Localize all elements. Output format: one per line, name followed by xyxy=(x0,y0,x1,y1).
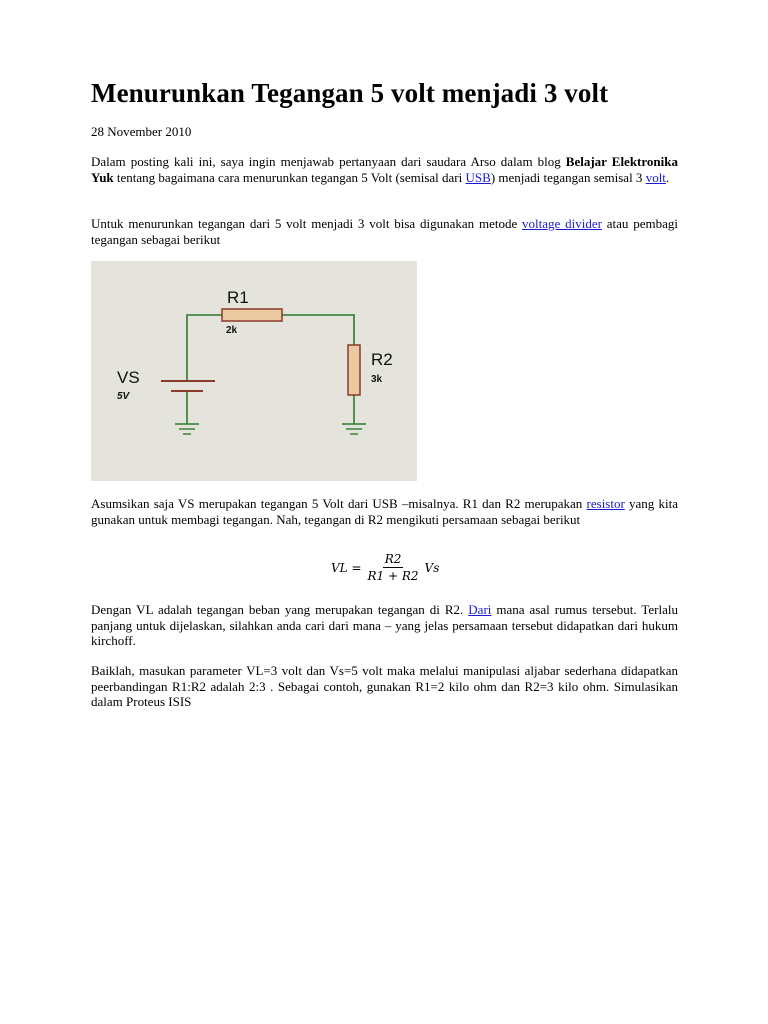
dari-link[interactable]: Dari xyxy=(468,602,492,617)
paragraph-explanation xyxy=(91,602,678,649)
r1-label: R1 xyxy=(227,288,249,307)
explanation-text-1: Dengan VL adalah tegangan beban yang merupakan tegangan di R2. xyxy=(91,602,469,617)
voltage-divider-formula xyxy=(331,552,439,583)
paragraph-assumption xyxy=(91,496,678,527)
formula-denominator: R1 + R2 xyxy=(367,569,419,583)
wire-right-top xyxy=(282,315,354,345)
intro-text-3: ) menjadi tegangan semisal 3 xyxy=(490,169,646,185)
method-text-1: Untuk menurunkan tegangan dari 5 volt menjadi 3 volt bisa digunakan metode xyxy=(91,216,523,231)
circuit-diagram xyxy=(91,261,417,481)
vs-label: VS xyxy=(117,368,140,387)
voltage-divider-link[interactable]: voltage divider xyxy=(522,216,602,231)
paragraph-intro xyxy=(91,154,678,185)
conclusion-text: Baiklah, masukan parameter VL=3 volt dan Vs=5 volt maka melalui manipulasi aljabar sederhana didapatkan peerbandingan R1:R2 adalah 2:3 . Sebagai contoh, gunakan R1=2 kilo ohm dan R2=3 kilo ohm. Simulasikan dalam Proteus ISIS xyxy=(91,663,678,709)
blog-name: Belajar Elektronika Yuk xyxy=(91,154,678,185)
paragraph-conclusion xyxy=(91,663,678,710)
r2-label: R2 xyxy=(371,350,393,369)
method-text-2: atau pembagi tegangan sebagai berikut xyxy=(91,216,678,247)
resistor-link[interactable]: resistor xyxy=(586,496,625,511)
r1-value: 2k xyxy=(226,325,238,336)
usb-link[interactable]: USB xyxy=(465,169,491,185)
resistor-r1 xyxy=(222,309,282,321)
circuit-svg xyxy=(91,261,417,481)
battery-symbol xyxy=(161,381,215,391)
paragraph-method xyxy=(91,216,678,247)
intro-text-2: tentang bagaimana cara menurunkan tegangan 5 Volt (semisal dari xyxy=(113,169,466,185)
intro-text-4: . xyxy=(665,169,670,185)
resistor-r2 xyxy=(348,345,360,395)
r2-value: 3k xyxy=(371,374,383,385)
vs-value: 5V xyxy=(117,391,130,402)
formula-numerator: R2 xyxy=(384,552,402,566)
formula-lhs: VL = xyxy=(331,560,362,575)
post-date: 28 November 2010 xyxy=(91,124,192,139)
formula-rhs: Vs xyxy=(424,560,440,575)
ground-right xyxy=(342,424,366,434)
circuit-wires xyxy=(187,315,354,424)
assumption-text-1: Asumsikan saja VS merupakan tegangan 5 Volt dari USB –misalnya. R1 dan R2 merupakan xyxy=(91,496,587,511)
intro-text-1: Dalam posting kali ini, saya ingin menjawab pertanyaan dari saudara Arso dalam blog xyxy=(91,154,566,169)
formula-fraction xyxy=(366,552,421,583)
assumption-text-2: yang kita gunakan untuk membagi tegangan. Nah, tegangan di R2 mengikuti persamaan sebagai berikut xyxy=(91,496,679,527)
ground-left xyxy=(175,424,199,434)
explanation-text-2: mana asal rumus tersebut. Terlalu panjang untuk dijelaskan, silahkan anda cari dari mana – yang jelas persamaan tersebut didapatkan dari hukum kirchoff. xyxy=(91,602,679,648)
volt-link[interactable]: volt xyxy=(645,169,666,185)
wire-left-top xyxy=(187,315,222,381)
page-title: Menurunkan Tegangan 5 volt menjadi 3 volt xyxy=(91,78,609,108)
